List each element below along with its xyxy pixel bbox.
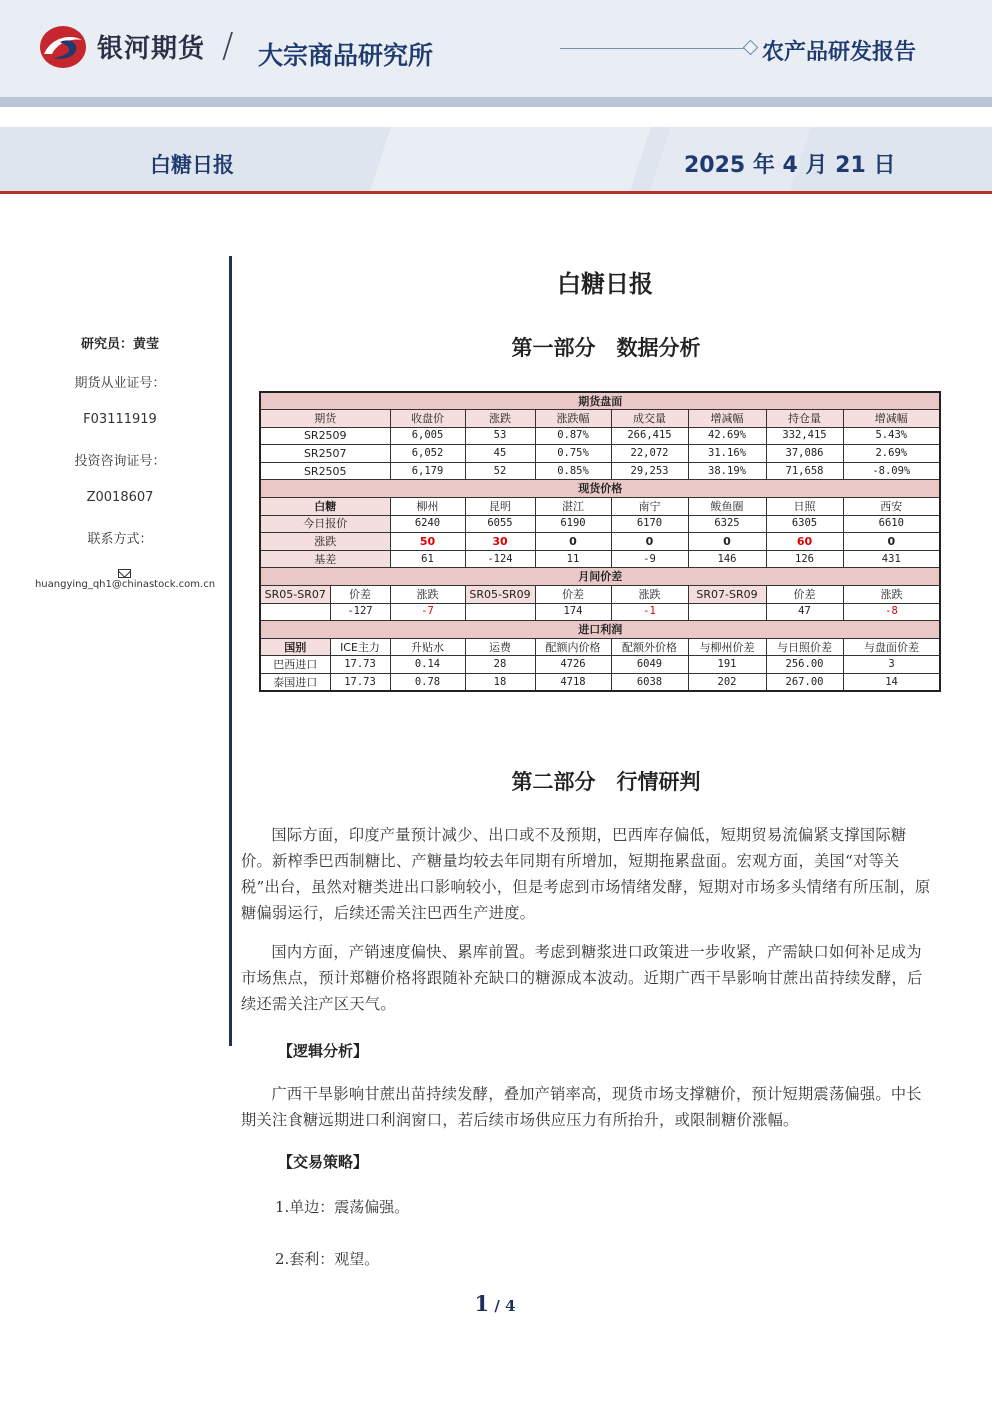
value-cell: 4718: [535, 674, 611, 692]
value-cell: 266,415: [611, 427, 688, 445]
header-cell: 涨跌: [390, 586, 465, 604]
value-cell: 52: [465, 462, 535, 480]
value-cell: 3: [843, 656, 940, 674]
header-cell: 与日照价差: [766, 638, 843, 656]
value-cell: 0.87%: [535, 427, 611, 445]
header-rule: [560, 48, 746, 49]
value-cell: 6,005: [390, 427, 465, 445]
header-cell: 涨跌幅: [535, 410, 611, 428]
value-cell: 0: [611, 533, 688, 551]
section-import: [260, 621, 940, 639]
brand-name: 银河期货: [97, 34, 206, 64]
header-cell: 湛江: [535, 498, 611, 516]
value-cell: 42.69%: [688, 427, 766, 445]
advisory-license-label: 投资咨询证号：: [74, 454, 166, 469]
header-cell: 增减幅: [688, 410, 766, 428]
value-cell: 45: [465, 445, 535, 463]
value-cell: 6,179: [390, 462, 465, 480]
spread-values-row: [260, 603, 940, 621]
header-cell: 持仓量: [766, 410, 843, 428]
spot-header-row: [260, 498, 940, 516]
header-cell: ICE主力: [330, 638, 390, 656]
value-cell: 126: [766, 550, 843, 568]
section-spread: [260, 568, 940, 586]
header-cell: 涨跌: [611, 586, 688, 604]
header-cell: 运费: [465, 638, 535, 656]
contract-cell: SR2507: [260, 445, 390, 463]
value-cell: 332,415: [766, 427, 843, 445]
value-cell: 11: [535, 550, 611, 568]
value-cell: [260, 603, 330, 621]
contact-email[interactable]: huangying_qh1@chinastock.com.cn: [34, 579, 216, 590]
value-cell: 38.19%: [688, 462, 766, 480]
value-cell: 18: [465, 674, 535, 692]
header-cell: 昆明: [465, 498, 535, 516]
current-page: 1: [474, 1291, 490, 1316]
contract-cell: SR2505: [260, 462, 390, 480]
spot-quote-row: [260, 515, 940, 533]
strategy-item: 1.单边：震荡偏强。: [275, 1198, 410, 1216]
value-cell: -7: [390, 603, 465, 621]
value-cell: 30: [465, 533, 535, 551]
value-cell: 2.69%: [843, 445, 940, 463]
page-separator: /: [489, 1297, 506, 1315]
futures-header-row: [260, 410, 940, 428]
contact-email-row[interactable]: [30, 568, 220, 590]
header-cell: 涨跌: [465, 410, 535, 428]
header-cell: 期货: [260, 410, 390, 428]
import-row: [260, 656, 940, 674]
band-decoration: [369, 127, 651, 194]
band-title: 白糖日报: [150, 153, 234, 177]
header-cell: 日照: [766, 498, 843, 516]
value-cell: -8: [843, 603, 940, 621]
value-cell: 146: [688, 550, 766, 568]
value-cell: -9: [611, 550, 688, 568]
value-cell: 0: [843, 533, 940, 551]
section-title: 月间价差: [260, 568, 940, 586]
paragraph-international: 国际方面，印度产量预计减少、出口或不及预期，巴西库存偏低，短期贸易流偏紧支撑国际糖价。新榨季巴西制糖比、产糖量均较去年同期有所增加，短期拖累盘面。宏观方面，美国“对等关税”出台，虽然对糖类进出口影响较小，但是考虑到市场情绪发酵，短期对市场多头情绪有所压制，原糖偏弱运行，后续还需关注巴西生产进度。: [241, 826, 931, 922]
brand-divider: /: [222, 26, 234, 66]
header-cell: SR05-SR07: [260, 586, 330, 604]
value-cell: 37,086: [766, 445, 843, 463]
header-cell: 收盘价: [390, 410, 465, 428]
value-cell: 0.78: [390, 674, 465, 692]
value-cell: 6190: [535, 515, 611, 533]
header-cell: 鲅鱼圈: [688, 498, 766, 516]
title-band: [0, 127, 992, 194]
value-cell: 22,072: [611, 445, 688, 463]
value-cell: 174: [535, 603, 611, 621]
value-cell: 47: [766, 603, 843, 621]
header-cell: 配额内价格: [535, 638, 611, 656]
value-cell: 60: [766, 533, 843, 551]
market-data-table: [259, 391, 941, 692]
galaxy-logo-icon: [38, 24, 88, 70]
value-cell: 4726: [535, 656, 611, 674]
report-type: 农产品研发报告: [762, 40, 917, 65]
header-cell: 成交量: [611, 410, 688, 428]
country-cell: 泰国进口: [260, 674, 330, 692]
value-cell: -127: [330, 603, 390, 621]
value-cell: 6038: [611, 674, 688, 692]
value-cell: 6049: [611, 656, 688, 674]
strategy-item: 2.套利：观望。: [275, 1250, 380, 1268]
header-cell: 价差: [766, 586, 843, 604]
advisory-license: Z0018607: [86, 490, 154, 505]
futures-row: [260, 462, 940, 480]
value-cell: -8.09%: [843, 462, 940, 480]
value-cell: [688, 603, 766, 621]
futures-row: [260, 427, 940, 445]
value-cell: 202: [688, 674, 766, 692]
strategy-heading: 【交易策略】: [278, 1153, 369, 1171]
spread-header-row: [260, 586, 940, 604]
header-cell: SR07-SR09: [688, 586, 766, 604]
value-cell: 6170: [611, 515, 688, 533]
futures-license-label: 期货从业证号：: [74, 376, 166, 391]
value-cell: 71,658: [766, 462, 843, 480]
value-cell: 0: [535, 533, 611, 551]
header-cell: 西安: [843, 498, 940, 516]
header-cell: 价差: [330, 586, 390, 604]
value-cell: 267.00: [766, 674, 843, 692]
value-cell: 0.75%: [535, 445, 611, 463]
futures-license: F03111919: [83, 412, 157, 427]
paragraph-domestic: 国内方面，产销速度偏快、累库前置。考虑到糖浆进口政策进一步收紧，产需缺口如何补足成为市场焦点，预计郑糖价格将跟随补充缺口的糖源成本波动。近期广西干旱影响甘蔗出苗持续发酵，后续还需关注产区天气。: [241, 943, 923, 1013]
report-date: 2025 年 4 月 21 日: [684, 153, 896, 178]
value-cell: 0.14: [390, 656, 465, 674]
header-cell: 白糖: [260, 498, 390, 516]
value-cell: 31.16%: [688, 445, 766, 463]
page-number: [440, 1291, 550, 1316]
spot-change-row: [260, 533, 940, 551]
part2-title: 第二部分 行情研判: [511, 770, 701, 794]
section-title: 期货盘面: [260, 392, 940, 410]
value-cell: -1: [611, 603, 688, 621]
report-title: 白糖日报: [557, 270, 653, 298]
value-cell: 17.73: [330, 656, 390, 674]
value-cell: 53: [465, 427, 535, 445]
import-header-row: [260, 638, 940, 656]
envelope-icon: [118, 569, 131, 578]
row-label: 涨跌: [260, 533, 390, 551]
section-spot: [260, 480, 940, 498]
sidebar-divider: [229, 256, 232, 1046]
value-cell: 61: [390, 550, 465, 568]
value-cell: 0.85%: [535, 462, 611, 480]
header-cell: 升贴水: [390, 638, 465, 656]
import-row: [260, 674, 940, 692]
value-cell: [465, 603, 535, 621]
value-cell: 29,253: [611, 462, 688, 480]
row-label: 基差: [260, 550, 390, 568]
value-cell: 6240: [390, 515, 465, 533]
value-cell: 431: [843, 550, 940, 568]
value-cell: 6325: [688, 515, 766, 533]
header-stripe: [0, 97, 992, 107]
contract-cell: SR2509: [260, 427, 390, 445]
part1-title: 第一部分 数据分析: [511, 336, 701, 360]
header-cell: 配额外价格: [611, 638, 688, 656]
header-cell: 与盘面价差: [843, 638, 940, 656]
header-cell: 增减幅: [843, 410, 940, 428]
section-futures: [260, 392, 940, 410]
value-cell: 191: [688, 656, 766, 674]
section-title: 进口利润: [260, 621, 940, 639]
header-cell: 南宁: [611, 498, 688, 516]
value-cell: 256.00: [766, 656, 843, 674]
value-cell: 50: [390, 533, 465, 551]
institute-name: 大宗商品研究所: [258, 41, 434, 70]
section-title: 现货价格: [260, 480, 940, 498]
row-label: 今日报价: [260, 515, 390, 533]
value-cell: 14: [843, 674, 940, 692]
value-cell: 6,052: [390, 445, 465, 463]
value-cell: 17.73: [330, 674, 390, 692]
logic-paragraph: 广西干旱影响甘蔗出苗持续发酵，叠加产销率高，现货市场支撑糖价，预计短期震荡偏强。中长期关注食糖远期进口利润窗口，若后续市场供应压力有所抬升，或限制糖价涨幅。: [241, 1085, 922, 1129]
header-cell: 价差: [535, 586, 611, 604]
value-cell: -124: [465, 550, 535, 568]
header-cell: 柳州: [390, 498, 465, 516]
header-cell: 国别: [260, 638, 330, 656]
country-cell: 巴西进口: [260, 656, 330, 674]
header-cell: 与柳州价差: [688, 638, 766, 656]
value-cell: 6055: [465, 515, 535, 533]
value-cell: 0: [688, 533, 766, 551]
contact-label: 联系方式：: [87, 532, 153, 547]
spot-basis-row: [260, 550, 940, 568]
value-cell: 28: [465, 656, 535, 674]
header-cell: SR05-SR09: [465, 586, 535, 604]
value-cell: 6610: [843, 515, 940, 533]
futures-row: [260, 445, 940, 463]
total-pages: 4: [505, 1297, 516, 1315]
value-cell: 5.43%: [843, 427, 940, 445]
header-cell: 涨跌: [843, 586, 940, 604]
researcher-name: 研究员：黄莹: [80, 337, 159, 352]
value-cell: 6305: [766, 515, 843, 533]
logic-heading: 【逻辑分析】: [278, 1042, 369, 1060]
